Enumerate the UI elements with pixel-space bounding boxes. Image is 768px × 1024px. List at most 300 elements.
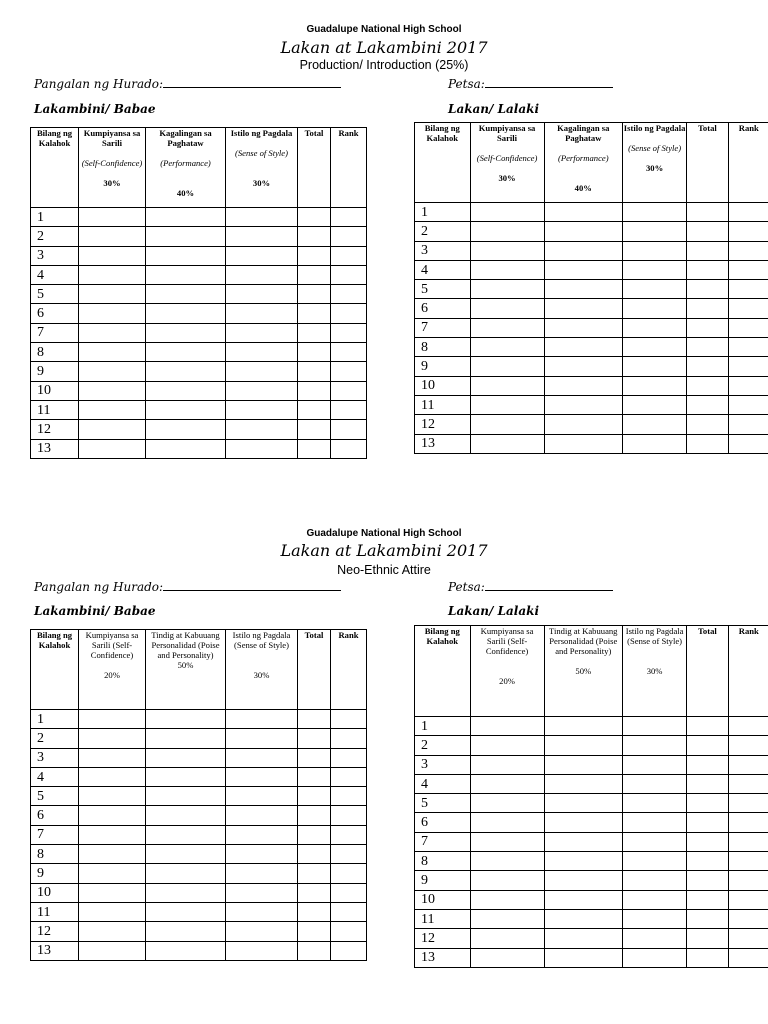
score-cell-3[interactable]: [226, 420, 298, 439]
score-cell-1[interactable]: [79, 883, 146, 902]
score-cell-1[interactable]: [470, 338, 544, 357]
score-cell-3[interactable]: [622, 890, 686, 909]
table-row: [31, 420, 367, 439]
total-cell[interactable]: [298, 806, 331, 825]
rank-cell[interactable]: [728, 203, 768, 222]
total-cell[interactable]: [687, 260, 728, 279]
score-cell-2[interactable]: [146, 439, 226, 458]
total-cell[interactable]: [687, 794, 728, 813]
table-row: [31, 902, 367, 921]
score-cell-2[interactable]: [544, 774, 622, 793]
score-cell-3[interactable]: [226, 864, 298, 883]
rank-cell[interactable]: [331, 439, 367, 458]
score-cell-2[interactable]: [544, 376, 622, 395]
total-cell[interactable]: [687, 241, 728, 260]
total-cell[interactable]: [298, 825, 331, 844]
rank-cell[interactable]: [728, 338, 768, 357]
rank-cell[interactable]: [728, 280, 768, 299]
date-label: Petsa:: [448, 580, 485, 594]
table-row: [415, 755, 768, 774]
total-cell[interactable]: [687, 909, 728, 928]
date-field[interactable]: [448, 76, 613, 91]
rank-cell[interactable]: [331, 323, 367, 342]
score-cell-1[interactable]: [470, 909, 544, 928]
score-cell-2[interactable]: [544, 948, 622, 967]
score-cell-1[interactable]: [470, 395, 544, 414]
score-cell-1[interactable]: [79, 767, 146, 786]
contestant-number: 7: [31, 825, 79, 844]
rank-cell[interactable]: [728, 832, 768, 851]
judge-name-field[interactable]: [34, 76, 341, 91]
score-cell-1[interactable]: [470, 357, 544, 376]
rank-cell[interactable]: [728, 299, 768, 318]
score-cell-1[interactable]: [79, 748, 146, 767]
score-cell-3[interactable]: [622, 871, 686, 890]
rank-cell[interactable]: [728, 357, 768, 376]
score-cell-3[interactable]: [226, 941, 298, 960]
rank-cell[interactable]: [331, 864, 367, 883]
score-cell-2[interactable]: [146, 825, 226, 844]
score-cell-3[interactable]: [226, 381, 298, 400]
total-cell[interactable]: [687, 736, 728, 755]
score-cell-1[interactable]: [79, 265, 146, 284]
total-cell[interactable]: [298, 883, 331, 902]
score-cell-2[interactable]: [146, 729, 226, 748]
total-cell[interactable]: [298, 265, 331, 284]
table-row: [31, 710, 367, 729]
score-cell-3[interactable]: [622, 717, 686, 736]
score-cell-3[interactable]: [226, 285, 298, 304]
score-cell-3[interactable]: [622, 203, 686, 222]
rank-cell[interactable]: [728, 774, 768, 793]
score-cell-3[interactable]: [226, 767, 298, 786]
rank-cell[interactable]: [728, 813, 768, 832]
score-cell-2[interactable]: [146, 806, 226, 825]
rank-cell[interactable]: [331, 787, 367, 806]
table-row: [31, 323, 367, 342]
score-cell-3[interactable]: [226, 323, 298, 342]
score-cell-2[interactable]: [146, 883, 226, 902]
score-cell-2[interactable]: [146, 208, 226, 227]
score-cell-2[interactable]: [544, 260, 622, 279]
score-cell-1[interactable]: [79, 941, 146, 960]
score-cell-3[interactable]: [622, 415, 686, 434]
total-cell[interactable]: [298, 941, 331, 960]
score-cell-1[interactable]: [470, 434, 544, 453]
score-cell-2[interactable]: [146, 246, 226, 265]
rank-cell[interactable]: [331, 285, 367, 304]
total-cell[interactable]: [298, 343, 331, 362]
score-cell-3[interactable]: [622, 395, 686, 414]
score-cell-1[interactable]: [470, 755, 544, 774]
total-cell[interactable]: [687, 222, 728, 241]
score-cell-1[interactable]: [79, 710, 146, 729]
score-cell-2[interactable]: [146, 323, 226, 342]
rank-cell[interactable]: [728, 415, 768, 434]
score-cell-1[interactable]: [470, 260, 544, 279]
score-cell-3[interactable]: [226, 787, 298, 806]
score-cell-3[interactable]: [622, 774, 686, 793]
date-field[interactable]: [448, 579, 613, 594]
table-row: [31, 208, 367, 227]
rank-cell[interactable]: [331, 806, 367, 825]
total-cell[interactable]: [687, 415, 728, 434]
score-cell-2[interactable]: [544, 736, 622, 755]
total-cell[interactable]: [298, 400, 331, 419]
score-cell-3[interactable]: [622, 280, 686, 299]
contestant-number: 6: [415, 813, 471, 832]
table-row: [415, 376, 768, 395]
score-cell-2[interactable]: [544, 794, 622, 813]
total-cell[interactable]: [687, 338, 728, 357]
header-total: Total: [687, 123, 728, 203]
total-cell[interactable]: [298, 729, 331, 748]
contestant-number: 13: [31, 439, 79, 458]
total-cell[interactable]: [687, 434, 728, 453]
score-cell-2[interactable]: [146, 343, 226, 362]
rank-cell[interactable]: [728, 260, 768, 279]
score-cell-2[interactable]: [146, 304, 226, 323]
score-cell-3[interactable]: [622, 318, 686, 337]
contestant-number: 1: [415, 203, 471, 222]
score-cell-3[interactable]: [226, 208, 298, 227]
score-cell-1[interactable]: [470, 871, 544, 890]
rank-cell[interactable]: [728, 871, 768, 890]
score-cell-2[interactable]: [544, 318, 622, 337]
header-contestant-number: Bilang ng Kalahok: [31, 128, 79, 208]
score-cell-1[interactable]: [79, 227, 146, 246]
rank-cell[interactable]: [728, 755, 768, 774]
score-cell-1[interactable]: [79, 902, 146, 921]
score-cell-2[interactable]: [544, 755, 622, 774]
total-cell[interactable]: [298, 922, 331, 941]
rank-cell[interactable]: [331, 400, 367, 419]
rank-cell[interactable]: [331, 825, 367, 844]
score-cell-1[interactable]: [470, 813, 544, 832]
score-cell-1[interactable]: [470, 736, 544, 755]
score-cell-2[interactable]: [146, 420, 226, 439]
score-cell-1[interactable]: [79, 729, 146, 748]
rank-cell[interactable]: [331, 922, 367, 941]
score-cell-3[interactable]: [622, 357, 686, 376]
score-cell-1[interactable]: [470, 241, 544, 260]
score-cell-1[interactable]: [79, 787, 146, 806]
score-cell-2[interactable]: [146, 710, 226, 729]
score-cell-1[interactable]: [79, 845, 146, 864]
score-cell-3[interactable]: [622, 434, 686, 453]
score-cell-1[interactable]: [79, 825, 146, 844]
score-cell-1[interactable]: [79, 381, 146, 400]
score-cell-3[interactable]: [226, 439, 298, 458]
total-cell[interactable]: [687, 929, 728, 948]
header-performance: Kagalingan sa Paghataw (Performance) 40%: [544, 123, 622, 203]
score-cell-1[interactable]: [79, 439, 146, 458]
rank-cell[interactable]: [331, 304, 367, 323]
score-cell-2[interactable]: [146, 922, 226, 941]
score-cell-3[interactable]: [622, 832, 686, 851]
score-cell-2[interactable]: [544, 852, 622, 871]
score-cell-2[interactable]: [146, 864, 226, 883]
score-cell-1[interactable]: [470, 948, 544, 967]
rank-cell[interactable]: [728, 736, 768, 755]
total-cell[interactable]: [687, 203, 728, 222]
score-cell-1[interactable]: [470, 929, 544, 948]
rank-cell[interactable]: [728, 241, 768, 260]
score-cell-3[interactable]: [226, 304, 298, 323]
rank-cell[interactable]: [331, 767, 367, 786]
score-cell-2[interactable]: [146, 941, 226, 960]
total-cell[interactable]: [687, 755, 728, 774]
score-cell-1[interactable]: [470, 774, 544, 793]
rank-cell[interactable]: [331, 420, 367, 439]
header-rank: Rank: [331, 630, 367, 710]
score-cell-2[interactable]: [146, 845, 226, 864]
total-cell[interactable]: [298, 439, 331, 458]
total-cell[interactable]: [687, 299, 728, 318]
score-cell-2[interactable]: [544, 203, 622, 222]
total-cell[interactable]: [298, 381, 331, 400]
score-cell-2[interactable]: [544, 280, 622, 299]
total-cell[interactable]: [298, 864, 331, 883]
rank-cell[interactable]: [331, 227, 367, 246]
rank-cell[interactable]: [728, 717, 768, 736]
score-cell-3[interactable]: [226, 729, 298, 748]
score-cell-3[interactable]: [622, 736, 686, 755]
score-cell-1[interactable]: [79, 864, 146, 883]
total-cell[interactable]: [298, 787, 331, 806]
rank-cell[interactable]: [728, 395, 768, 414]
rank-cell[interactable]: [331, 883, 367, 902]
score-cell-3[interactable]: [226, 806, 298, 825]
total-cell[interactable]: [687, 890, 728, 909]
total-cell[interactable]: [298, 208, 331, 227]
rank-cell[interactable]: [728, 376, 768, 395]
score-cell-3[interactable]: [226, 902, 298, 921]
score-cell-3[interactable]: [226, 883, 298, 902]
score-cell-2[interactable]: [544, 890, 622, 909]
score-cell-3[interactable]: [226, 748, 298, 767]
rank-cell[interactable]: [331, 941, 367, 960]
score-cell-2[interactable]: [544, 832, 622, 851]
score-cell-3[interactable]: [226, 400, 298, 419]
total-cell[interactable]: [687, 948, 728, 967]
rank-cell[interactable]: [331, 208, 367, 227]
score-cell-3[interactable]: [622, 929, 686, 948]
total-cell[interactable]: [687, 717, 728, 736]
table-row: [31, 767, 367, 786]
rank-cell[interactable]: [331, 845, 367, 864]
table-row: [415, 774, 768, 793]
total-cell[interactable]: [687, 318, 728, 337]
score-cell-1[interactable]: [79, 246, 146, 265]
score-cell-1[interactable]: [470, 280, 544, 299]
total-cell[interactable]: [298, 420, 331, 439]
total-cell[interactable]: [687, 871, 728, 890]
score-cell-1[interactable]: [79, 285, 146, 304]
score-cell-1[interactable]: [79, 343, 146, 362]
rank-cell[interactable]: [728, 890, 768, 909]
contestant-number: 10: [31, 883, 79, 902]
rank-cell[interactable]: [331, 265, 367, 284]
score-cell-1[interactable]: [79, 362, 146, 381]
header-sense-of-style: Istilo ng Pagdala (Sense of Style) 30%: [226, 630, 298, 710]
score-cell-1[interactable]: [470, 376, 544, 395]
score-cell-1[interactable]: [470, 222, 544, 241]
judge-name-field[interactable]: [34, 579, 341, 594]
rank-cell[interactable]: [331, 362, 367, 381]
date-label: Petsa:: [448, 77, 485, 91]
score-cell-2[interactable]: [544, 241, 622, 260]
contestant-number: 13: [31, 941, 79, 960]
total-cell[interactable]: [298, 748, 331, 767]
score-cell-1[interactable]: [79, 304, 146, 323]
total-cell[interactable]: [298, 362, 331, 381]
total-cell[interactable]: [298, 246, 331, 265]
score-cell-3[interactable]: [226, 265, 298, 284]
rank-cell[interactable]: [728, 794, 768, 813]
total-cell[interactable]: [687, 813, 728, 832]
total-cell[interactable]: [687, 395, 728, 414]
judge-blank-line[interactable]: [163, 76, 341, 88]
contestant-number: 5: [415, 280, 471, 299]
score-cell-3[interactable]: [226, 922, 298, 941]
rank-cell[interactable]: [331, 343, 367, 362]
score-cell-1[interactable]: [79, 806, 146, 825]
rank-cell[interactable]: [728, 909, 768, 928]
score-cell-2[interactable]: [544, 434, 622, 453]
contestant-number: 4: [31, 767, 79, 786]
date-blank-line[interactable]: [485, 76, 613, 88]
total-cell[interactable]: [687, 280, 728, 299]
score-cell-2[interactable]: [544, 717, 622, 736]
date-blank-line[interactable]: [485, 579, 613, 591]
score-cell-2[interactable]: [544, 338, 622, 357]
total-cell[interactable]: [298, 902, 331, 921]
score-cell-2[interactable]: [544, 871, 622, 890]
score-cell-2[interactable]: [544, 929, 622, 948]
total-cell[interactable]: [687, 376, 728, 395]
score-cell-3[interactable]: [226, 227, 298, 246]
rank-cell[interactable]: [728, 318, 768, 337]
score-cell-3[interactable]: [622, 241, 686, 260]
score-cell-2[interactable]: [544, 813, 622, 832]
score-cell-2[interactable]: [544, 415, 622, 434]
score-cell-3[interactable]: [622, 222, 686, 241]
total-cell[interactable]: [298, 323, 331, 342]
score-cell-2[interactable]: [146, 285, 226, 304]
score-cell-2[interactable]: [146, 265, 226, 284]
rank-cell[interactable]: [728, 434, 768, 453]
score-cell-3[interactable]: [226, 246, 298, 265]
score-cell-3[interactable]: [622, 338, 686, 357]
score-table-female-production: [30, 127, 367, 459]
score-cell-2[interactable]: [146, 787, 226, 806]
score-cell-3[interactable]: [622, 260, 686, 279]
contestant-number: 9: [415, 871, 471, 890]
score-cell-1[interactable]: [470, 794, 544, 813]
score-cell-1[interactable]: [79, 323, 146, 342]
score-cell-1[interactable]: [470, 852, 544, 871]
total-cell[interactable]: [298, 845, 331, 864]
score-cell-3[interactable]: [226, 710, 298, 729]
rank-cell[interactable]: [331, 748, 367, 767]
rank-cell[interactable]: [728, 852, 768, 871]
score-cell-2[interactable]: [544, 299, 622, 318]
rank-cell[interactable]: [331, 710, 367, 729]
total-cell[interactable]: [298, 304, 331, 323]
score-cell-1[interactable]: [470, 832, 544, 851]
score-cell-3[interactable]: [622, 813, 686, 832]
contestant-number: 5: [31, 285, 79, 304]
score-cell-2[interactable]: [146, 902, 226, 921]
score-cell-2[interactable]: [146, 362, 226, 381]
score-cell-3[interactable]: [622, 852, 686, 871]
total-cell[interactable]: [687, 852, 728, 871]
rank-cell[interactable]: [728, 948, 768, 967]
total-cell[interactable]: [687, 832, 728, 851]
score-cell-1[interactable]: [79, 208, 146, 227]
score-cell-3[interactable]: [622, 794, 686, 813]
rank-cell[interactable]: [728, 929, 768, 948]
total-cell[interactable]: [298, 227, 331, 246]
score-cell-1[interactable]: [79, 420, 146, 439]
header-sense-of-style: Istilo ng Pagdala (Sense of Style) 30%: [622, 626, 686, 717]
score-cell-2[interactable]: [544, 909, 622, 928]
score-cell-3[interactable]: [226, 343, 298, 362]
total-cell[interactable]: [298, 710, 331, 729]
score-cell-3[interactable]: [226, 825, 298, 844]
table-row: [415, 299, 768, 318]
score-cell-3[interactable]: [226, 362, 298, 381]
rank-cell[interactable]: [331, 381, 367, 400]
judge-blank-line[interactable]: [163, 579, 341, 591]
rank-cell[interactable]: [331, 729, 367, 748]
score-cell-1[interactable]: [470, 890, 544, 909]
score-cell-1[interactable]: [470, 203, 544, 222]
rank-cell[interactable]: [331, 902, 367, 921]
total-cell[interactable]: [298, 767, 331, 786]
score-cell-2[interactable]: [146, 748, 226, 767]
score-cell-2[interactable]: [146, 381, 226, 400]
score-cell-1[interactable]: [470, 717, 544, 736]
header-poise-personality: Tindig at Kabuuang Personalidad (Poise and Personality) 50%: [146, 630, 226, 710]
score-cell-2[interactable]: [544, 357, 622, 376]
score-cell-3[interactable]: [622, 948, 686, 967]
total-cell[interactable]: [687, 774, 728, 793]
score-cell-2[interactable]: [146, 767, 226, 786]
score-cell-1[interactable]: [470, 299, 544, 318]
rank-cell[interactable]: [331, 246, 367, 265]
score-cell-3[interactable]: [622, 909, 686, 928]
score-cell-1[interactable]: [470, 318, 544, 337]
score-cell-3[interactable]: [622, 755, 686, 774]
score-cell-2[interactable]: [544, 395, 622, 414]
table-row: [415, 794, 768, 813]
score-cell-1[interactable]: [79, 922, 146, 941]
score-cell-2[interactable]: [544, 222, 622, 241]
score-cell-3[interactable]: [622, 299, 686, 318]
total-cell[interactable]: [298, 285, 331, 304]
score-cell-3[interactable]: [226, 845, 298, 864]
score-cell-2[interactable]: [146, 400, 226, 419]
score-cell-3[interactable]: [622, 376, 686, 395]
score-cell-1[interactable]: [79, 400, 146, 419]
score-cell-2[interactable]: [146, 227, 226, 246]
score-cell-1[interactable]: [470, 415, 544, 434]
rank-cell[interactable]: [728, 222, 768, 241]
total-cell[interactable]: [687, 357, 728, 376]
contestant-number: 8: [31, 845, 79, 864]
